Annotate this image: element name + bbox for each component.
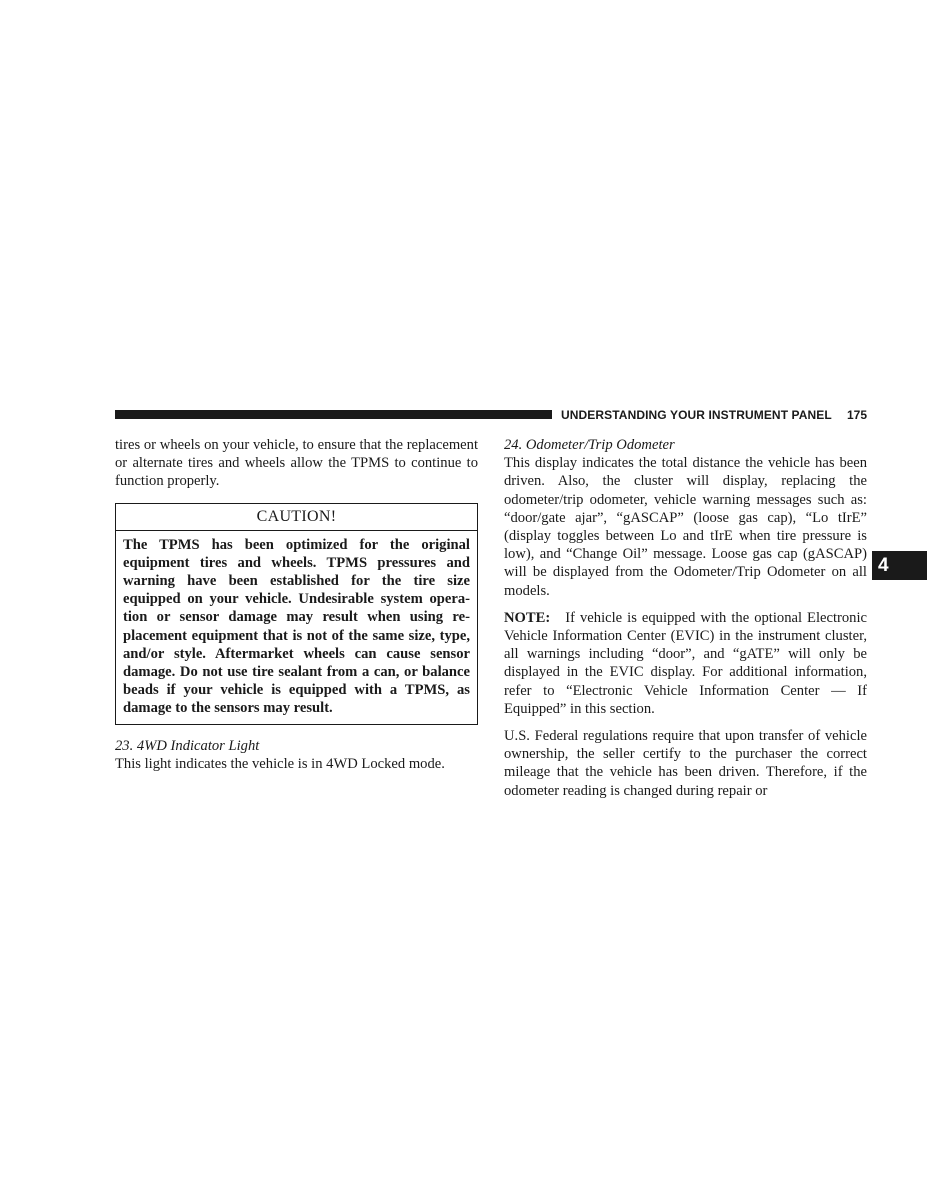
item-23-text: This light indicates the vehicle is in 4WD Locked mode. bbox=[115, 755, 445, 772]
section-title: UNDERSTANDING YOUR INSTRUMENT PANEL bbox=[561, 408, 832, 422]
chapter-tab: 4 bbox=[872, 551, 927, 580]
item-24-heading: 24. Odometer/Trip Odometer bbox=[504, 437, 675, 453]
item-23-heading: 23. 4WD Indicator Light bbox=[115, 737, 260, 754]
caution-box bbox=[115, 503, 478, 725]
page-number: 175 bbox=[846, 408, 867, 422]
left-column bbox=[115, 436, 478, 773]
intro-paragraph: tires or wheels on your vehicle, to ensure that the replacement or alternate tires and wheels allow the TPMS to continue to function properly. bbox=[115, 437, 478, 490]
running-header bbox=[561, 407, 867, 423]
caution-title: CAUTION! bbox=[116, 504, 477, 531]
regulations-paragraph: U.S. Federal regulations require that upon transfer of vehicle ownership, the seller certify to the purchaser the correct mileage that the vehicle has been driven. Therefore, if the odometer reading is changed during repair or bbox=[504, 728, 867, 799]
item-24-text: This display indicates the total distance the vehicle has been driven. Also, the cluster will display, replacing the odometer/trip odometer, vehicle warning messages such as: “door/gate ajar”, “gASCAP” (loose gas cap), “Lo tIrE” (display toggles between Lo and tIrE when tire pressure is low), and “Change Oil” message. Loose gas cap (gASCAP) will be displayed from the Odometer/Trip Odometer on all models. bbox=[504, 455, 867, 599]
header-rule bbox=[115, 410, 552, 419]
right-column bbox=[504, 436, 867, 800]
note-paragraph bbox=[504, 609, 867, 718]
note-label: NOTE: bbox=[504, 609, 551, 626]
note-text: If vehicle is equipped with the optional Electronic Vehicle Information Center (EVIC) in the instrument cluster, all warnings including “door”, and “gATE” will only be displayed in the EVIC display. For additional information, refer to “Electronic Vehicle Information Center — If Equipped” in this section. bbox=[504, 609, 867, 717]
caution-text: The TPMS has been optimized for the original equipment tires and wheels. TPMS pressures and warning have been established for the tire size equipped on your vehicle. Undesirable system operation or sensor damage may result when using replacement equipment that is not of the same size, type, and/or style. Aftermarket wheels can cause sensor damage. Do not use tire sealant from a can, or balance beads if your vehicle is equipped with a TPMS, as damage to the sensors may result. bbox=[123, 536, 470, 717]
